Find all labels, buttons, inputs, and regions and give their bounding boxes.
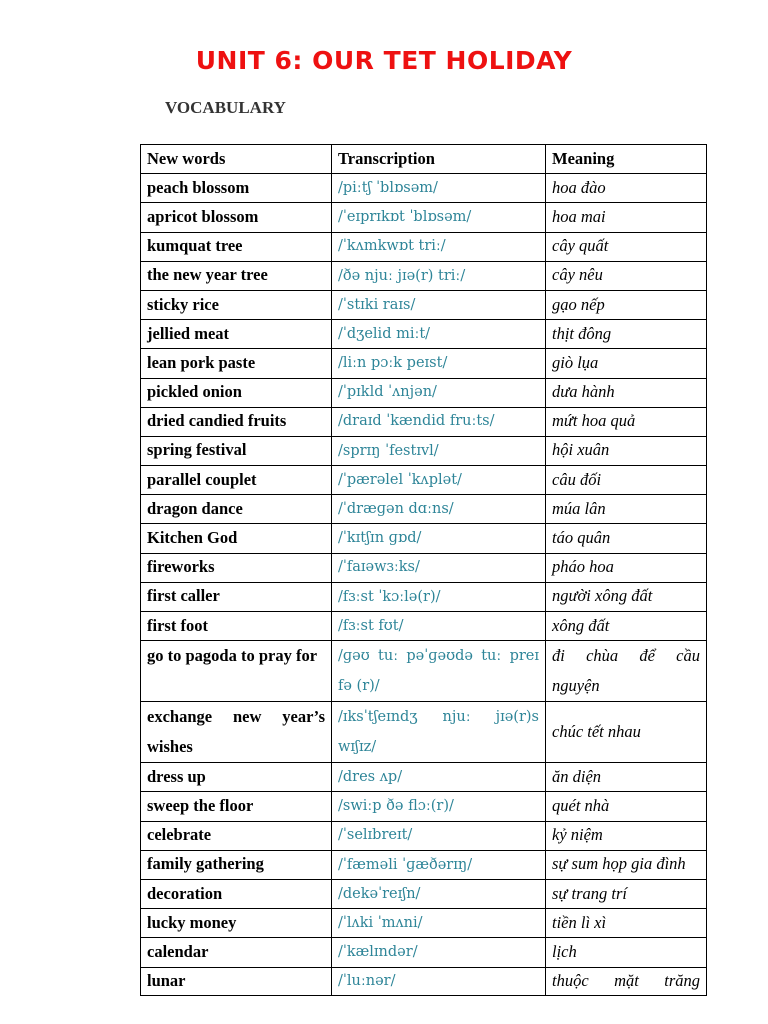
vocab-word: sweep the floor xyxy=(141,792,332,821)
vocab-transcription: /ˈpɪkld ˈʌnjən/ xyxy=(332,378,546,407)
vocab-meaning: giò lụa xyxy=(546,349,707,378)
vocab-meaning: táo quân xyxy=(546,524,707,553)
table-row xyxy=(141,938,707,967)
table-row xyxy=(141,702,707,763)
vocab-transcription: /piːtʃ ˈblɒsəm/ xyxy=(332,174,546,203)
vocab-transcription: /ˈfæməli ˈɡæðərɪŋ/ xyxy=(332,850,546,879)
vocab-meaning: dưa hành xyxy=(546,378,707,407)
vocab-transcription: /fɜːst ˈkɔːlə(r)/ xyxy=(332,582,546,611)
vocab-transcription: /fɜːst fʊt/ xyxy=(332,612,546,641)
vocab-transcription: /ˈpærəlel ˈkʌplət/ xyxy=(332,466,546,495)
vocab-word: lucky money xyxy=(141,909,332,938)
vocab-word: pickled onion xyxy=(141,378,332,407)
vocab-transcription: /ˈselɪbreɪt/ xyxy=(332,821,546,850)
table-row xyxy=(141,495,707,524)
table-row xyxy=(141,524,707,553)
vocab-meaning: chúc tết nhau xyxy=(546,702,707,763)
table-row xyxy=(141,850,707,879)
vocab-transcription: /ˈkɪtʃɪn ɡɒd/ xyxy=(332,524,546,553)
table-row xyxy=(141,174,707,203)
vocab-transcription: /swiːp ðə flɔː(r)/ xyxy=(332,792,546,821)
vocab-meaning: hội xuân xyxy=(546,436,707,465)
vocab-transcription: /ɪksˈtʃeɪndʒ njuː jɪə(r)s wɪʃɪz/ xyxy=(332,702,546,763)
table-row xyxy=(141,466,707,495)
vocab-transcription: /ˈkælɪndər/ xyxy=(332,938,546,967)
vocab-word: the new year tree xyxy=(141,261,332,290)
page-title: UNIT 6: OUR TET HOLIDAY xyxy=(195,46,573,75)
table-row xyxy=(141,320,707,349)
vocab-word: first caller xyxy=(141,582,332,611)
vocab-meaning: thịt đông xyxy=(546,320,707,349)
vocab-meaning: pháo hoa xyxy=(546,553,707,582)
vocab-transcription: /draɪd ˈkændid fruːts/ xyxy=(332,407,546,436)
table-row xyxy=(141,582,707,611)
vocab-meaning: lịch xyxy=(546,938,707,967)
vocab-word: fireworks xyxy=(141,553,332,582)
vocab-meaning: thuộc mặt trăng xyxy=(546,967,707,995)
vocab-word: go to pagoda to pray for xyxy=(141,641,332,702)
table-row xyxy=(141,378,707,407)
vocab-meaning: đi chùa để cầu nguyện xyxy=(546,641,707,702)
vocab-transcription: /ˈstɪki raɪs/ xyxy=(332,290,546,319)
vocab-word: Kitchen God xyxy=(141,524,332,553)
table-row xyxy=(141,879,707,908)
vocab-meaning: hoa đào xyxy=(546,174,707,203)
table-row xyxy=(141,553,707,582)
vocab-transcription: /ˈlʌki ˈmʌni/ xyxy=(332,909,546,938)
vocab-transcription: /ˈfaɪəwɜːks/ xyxy=(332,553,546,582)
vocab-meaning: sự trang trí xyxy=(546,879,707,908)
vocab-word: spring festival xyxy=(141,436,332,465)
table-row xyxy=(141,641,707,702)
vocab-transcription: /dekəˈreɪʃn/ xyxy=(332,879,546,908)
vocab-meaning: mứt hoa quả xyxy=(546,407,707,436)
vocab-meaning: cây nêu xyxy=(546,261,707,290)
vocab-transcription: /dres ʌp/ xyxy=(332,763,546,792)
column-header-words: New words xyxy=(141,145,332,174)
table-row xyxy=(141,763,707,792)
vocab-word: calendar xyxy=(141,938,332,967)
table-row xyxy=(141,792,707,821)
vocab-meaning: quét nhà xyxy=(546,792,707,821)
vocab-transcription: /liːn pɔːk peɪst/ xyxy=(332,349,546,378)
table-header-row xyxy=(141,145,707,174)
table-body xyxy=(141,174,707,995)
vocab-word: celebrate xyxy=(141,821,332,850)
vocab-meaning: hoa mai xyxy=(546,203,707,232)
vocab-transcription: /sprɪŋ ˈfestɪvl/ xyxy=(332,436,546,465)
table-row xyxy=(141,967,707,995)
vocab-meaning: múa lân xyxy=(546,495,707,524)
table-row xyxy=(141,232,707,261)
column-header-meaning: Meaning xyxy=(546,145,707,174)
vocab-word: peach blossom xyxy=(141,174,332,203)
vocab-word: sticky rice xyxy=(141,290,332,319)
table-row xyxy=(141,909,707,938)
vocabulary-table xyxy=(140,144,707,996)
vocab-meaning: sự sum họp gia đình xyxy=(546,850,707,879)
vocab-word: lean pork paste xyxy=(141,349,332,378)
table-row xyxy=(141,261,707,290)
vocab-transcription: /ðə njuː jɪə(r) triː/ xyxy=(332,261,546,290)
vocab-word: exchange new year’s wishes xyxy=(141,702,332,763)
vocab-word: dragon dance xyxy=(141,495,332,524)
vocab-meaning: gạo nếp xyxy=(546,290,707,319)
section-heading: VOCABULARY xyxy=(165,98,286,117)
vocab-word: lunar xyxy=(141,967,332,995)
vocab-transcription: /ˈkʌmkwɒt triː/ xyxy=(332,232,546,261)
vocab-word: first foot xyxy=(141,612,332,641)
vocab-word: apricot blossom xyxy=(141,203,332,232)
vocab-word: jellied meat xyxy=(141,320,332,349)
vocab-word: dried candied fruits xyxy=(141,407,332,436)
vocab-meaning: câu đối xyxy=(546,466,707,495)
vocab-word: dress up xyxy=(141,763,332,792)
vocab-word: parallel couplet xyxy=(141,466,332,495)
vocab-meaning: cây quất xyxy=(546,232,707,261)
vocab-meaning: tiền lì xì xyxy=(546,909,707,938)
table-row xyxy=(141,203,707,232)
vocab-meaning: ăn diện xyxy=(546,763,707,792)
vocab-transcription: /ˈdʒelid miːt/ xyxy=(332,320,546,349)
table-row xyxy=(141,436,707,465)
vocab-transcription: /ˈeɪprɪkɒt ˈblɒsəm/ xyxy=(332,203,546,232)
vocab-transcription: /ˈluːnər/ xyxy=(332,967,546,995)
vocab-transcription: /ɡəʊ tuː pəˈɡəʊdə tuː preɪ fə (r)/ xyxy=(332,641,546,702)
vocab-meaning: xông đất xyxy=(546,612,707,641)
vocab-transcription: /ˈdræɡən dɑːns/ xyxy=(332,495,546,524)
vocab-word: family gathering xyxy=(141,850,332,879)
vocab-word: decoration xyxy=(141,879,332,908)
table-row xyxy=(141,407,707,436)
table-row xyxy=(141,612,707,641)
vocab-meaning: kỷ niệm xyxy=(546,821,707,850)
vocab-word: kumquat tree xyxy=(141,232,332,261)
table-row xyxy=(141,290,707,319)
table-row xyxy=(141,821,707,850)
column-header-transcription: Transcription xyxy=(332,145,546,174)
table-row xyxy=(141,349,707,378)
vocab-meaning: người xông đất xyxy=(546,582,707,611)
